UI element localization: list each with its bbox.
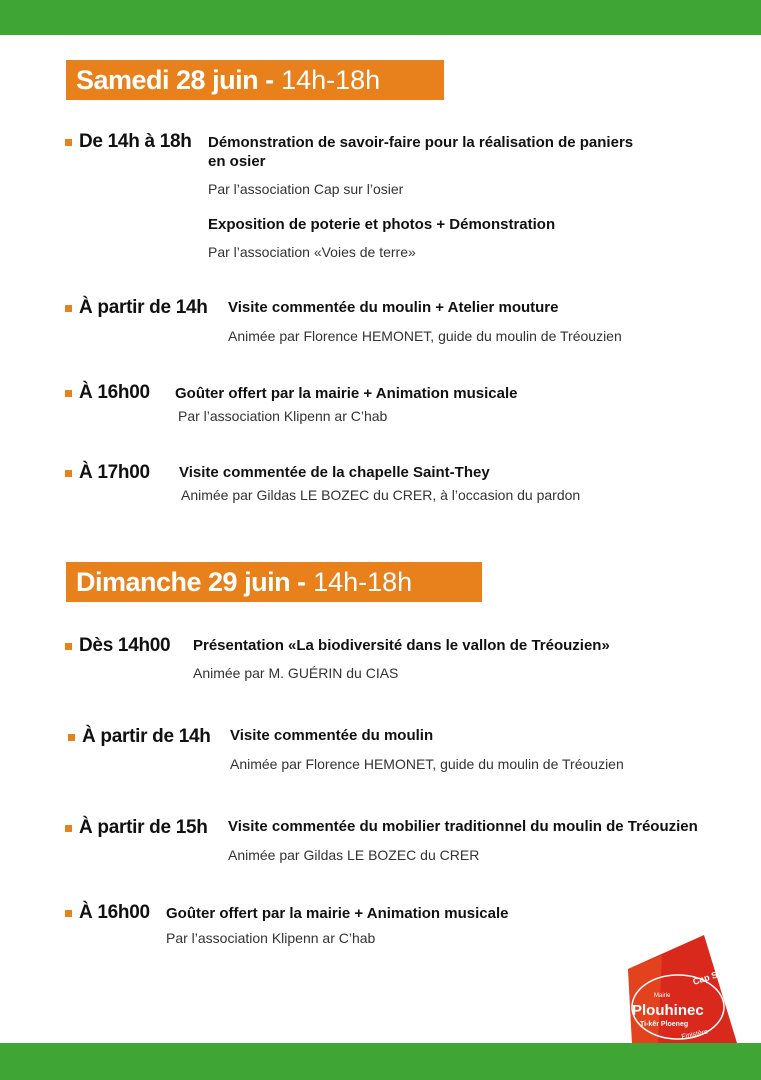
entry-subtitle: Animée par Gildas LE BOZEC du CRER, à l’occasion du pardon <box>181 487 581 503</box>
entry-title: Présentation «La biodiversité dans le vallon de Tréouzien» <box>193 637 610 654</box>
entry-subtitle: Par l’association Klipenn ar C’hab <box>178 408 388 424</box>
entry-subtitle: Animée par Florence HEMONET, guide du moulin de Tréouzien <box>230 756 624 772</box>
entry-time: Dès 14h00 <box>79 635 171 656</box>
logo-top-text: Cap Sizun <box>691 963 737 987</box>
entry-title: Visite commentée de la chapelle Saint-They <box>179 464 490 481</box>
logo-breton: Ti-kêr Ploeneg <box>640 1021 689 1028</box>
bullet-icon <box>65 643 72 650</box>
entry-time: De 14h à 18h <box>79 131 192 152</box>
entry-time: À partir de 14h <box>79 297 208 318</box>
bullet-icon <box>65 910 72 917</box>
logo-name: Plouhinec <box>632 1002 704 1019</box>
bullet-icon <box>65 305 72 312</box>
sunday-header <box>66 562 482 602</box>
entry-title: Goûter offert par la mairie + Animation musicale <box>175 385 518 402</box>
bullet-icon <box>65 139 72 146</box>
saturday-header <box>66 60 444 100</box>
bullet-icon <box>65 390 72 397</box>
entry-subtitle: Par l’association «Voies de terre» <box>208 244 416 260</box>
bullet-icon <box>68 734 75 741</box>
day-hours: 14h-18h <box>281 64 381 95</box>
entry-title: Visite commentée du mobilier traditionnel du moulin de Tréouzien <box>228 818 698 835</box>
entry-subtitle: Animée par M. GUÉRIN du CIAS <box>193 665 399 681</box>
entry-time: À 16h00 <box>79 382 150 403</box>
day-separator: - <box>265 64 275 95</box>
entry-time: À partir de 14h <box>82 726 211 747</box>
entry-subtitle: Animée par Florence HEMONET, guide du moulin de Tréouzien <box>228 328 622 344</box>
entry-title: Visite commentée du moulin <box>230 727 434 744</box>
entry-time: À partir de 15h <box>79 817 208 838</box>
entry-title: Exposition de poterie et photos + Démonstration <box>208 216 556 233</box>
entry-time: À 16h00 <box>79 902 150 923</box>
day-separator: - <box>297 566 307 597</box>
day-hours: 14h-18h <box>313 566 413 597</box>
bullet-icon <box>65 825 72 832</box>
logo-small-text: Mairie <box>654 993 671 999</box>
entry-title: Goûter offert par la mairie + Animation musicale <box>166 905 509 922</box>
entry-subtitle: Par l’association Klipenn ar C’hab <box>166 930 376 946</box>
entry-title: Visite commentée du moulin + Atelier mouture <box>228 299 559 316</box>
day-label: Dimanche 29 juin <box>76 566 291 597</box>
entry-subtitle: Animée par Gildas LE BOZEC du CRER <box>228 847 480 863</box>
entry-title-line2: en osier <box>208 153 266 170</box>
entry-time: À 17h00 <box>79 462 150 483</box>
bullet-icon <box>65 470 72 477</box>
logo-bottom-text: Finistère <box>680 1028 709 1041</box>
top-green-band <box>0 0 761 35</box>
entry-title: Démonstration de savoir-faire pour la réalisation de paniers <box>208 134 634 151</box>
entry-subtitle: Par l’association Cap sur l’osier <box>208 181 404 197</box>
bottom-green-band <box>0 1043 761 1080</box>
plouhinec-logo <box>622 935 737 1043</box>
day-label: Samedi 28 juin <box>76 64 259 95</box>
